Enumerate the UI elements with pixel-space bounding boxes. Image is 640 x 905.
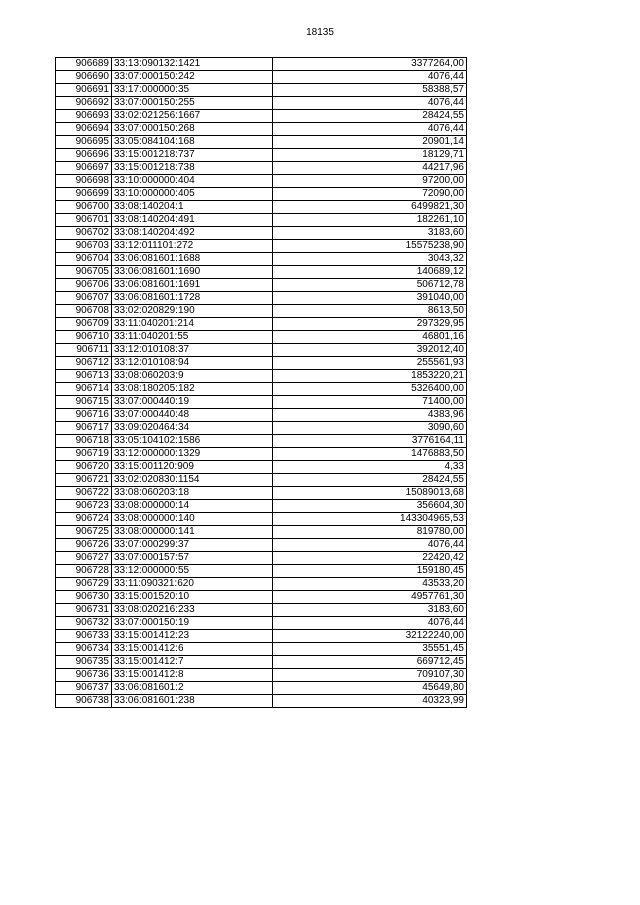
row-code-cell: 33:07:000440:48 (112, 409, 273, 422)
row-id-cell: 906730 (56, 591, 112, 604)
row-code-cell: 33:07:000150:268 (112, 123, 273, 136)
row-code-cell: 33:08:180205:182 (112, 383, 273, 396)
row-code-cell: 33:06:081601:238 (112, 695, 273, 708)
row-amount-cell: 819780,00 (273, 526, 467, 539)
row-id-cell: 906725 (56, 526, 112, 539)
row-code-cell: 33:15:001218:738 (112, 162, 273, 175)
table-row (56, 435, 467, 448)
table-row (56, 84, 467, 97)
row-id-cell: 906700 (56, 201, 112, 214)
row-code-cell: 33:15:001412:6 (112, 643, 273, 656)
row-amount-cell: 46801,16 (273, 331, 467, 344)
row-code-cell: 33:11:040201:55 (112, 331, 273, 344)
table-row (56, 695, 467, 708)
row-code-cell: 33:08:020216:233 (112, 604, 273, 617)
row-amount-cell: 4076,44 (273, 71, 467, 84)
row-code-cell: 33:12:010108:94 (112, 357, 273, 370)
row-amount-cell: 8613,50 (273, 305, 467, 318)
table-row (56, 513, 467, 526)
row-id-cell: 906722 (56, 487, 112, 500)
table-row (56, 162, 467, 175)
row-code-cell: 33:07:000440:19 (112, 396, 273, 409)
row-amount-cell: 3183,60 (273, 227, 467, 240)
row-amount-cell: 4076,44 (273, 617, 467, 630)
row-code-cell: 33:07:000150:19 (112, 617, 273, 630)
row-id-cell: 906705 (56, 266, 112, 279)
row-code-cell: 33:07:000299:37 (112, 539, 273, 552)
table-row (56, 292, 467, 305)
row-id-cell: 906715 (56, 396, 112, 409)
row-id-cell: 906716 (56, 409, 112, 422)
row-code-cell: 33:07:000157:57 (112, 552, 273, 565)
row-id-cell: 906738 (56, 695, 112, 708)
row-amount-cell: 6499821,30 (273, 201, 467, 214)
row-amount-cell: 35551,45 (273, 643, 467, 656)
row-amount-cell: 3377264,00 (273, 58, 467, 71)
row-amount-cell: 392012,40 (273, 344, 467, 357)
row-amount-cell: 143304965,53 (273, 513, 467, 526)
row-amount-cell: 71400,00 (273, 396, 467, 409)
row-code-cell: 33:15:001520:10 (112, 591, 273, 604)
row-amount-cell: 506712,78 (273, 279, 467, 292)
table-row (56, 630, 467, 643)
row-code-cell: 33:10:000000:404 (112, 175, 273, 188)
table-row (56, 357, 467, 370)
row-amount-cell: 356604,30 (273, 500, 467, 513)
row-id-cell: 906697 (56, 162, 112, 175)
row-id-cell: 906718 (56, 435, 112, 448)
row-code-cell: 33:06:081601:1728 (112, 292, 273, 305)
row-id-cell: 906708 (56, 305, 112, 318)
row-amount-cell: 297329,95 (273, 318, 467, 331)
table-row (56, 110, 467, 123)
row-amount-cell: 97200,00 (273, 175, 467, 188)
row-amount-cell: 15089013,68 (273, 487, 467, 500)
row-id-cell: 906719 (56, 448, 112, 461)
row-code-cell: 33:07:000150:255 (112, 97, 273, 110)
table-row (56, 201, 467, 214)
row-amount-cell: 1853220,21 (273, 370, 467, 383)
row-id-cell: 906726 (56, 539, 112, 552)
table-row (56, 136, 467, 149)
table-row (56, 682, 467, 695)
row-amount-cell: 4076,44 (273, 123, 467, 136)
table-row (56, 240, 467, 253)
table-row (56, 656, 467, 669)
row-amount-cell: 45649,80 (273, 682, 467, 695)
row-amount-cell: 44217,96 (273, 162, 467, 175)
row-code-cell: 33:09:020464:34 (112, 422, 273, 435)
row-id-cell: 906735 (56, 656, 112, 669)
row-id-cell: 906695 (56, 136, 112, 149)
table-row (56, 500, 467, 513)
row-code-cell: 33:08:140204:1 (112, 201, 273, 214)
row-code-cell: 33:07:000150:242 (112, 71, 273, 84)
table-row (56, 578, 467, 591)
row-id-cell: 906720 (56, 461, 112, 474)
table-row (56, 643, 467, 656)
row-code-cell: 33:13:090132:1421 (112, 58, 273, 71)
table-row (56, 474, 467, 487)
row-amount-cell: 5326400,00 (273, 383, 467, 396)
row-amount-cell: 3776164,11 (273, 435, 467, 448)
row-amount-cell: 28424,55 (273, 474, 467, 487)
row-id-cell: 906694 (56, 123, 112, 136)
row-code-cell: 33:11:090321:620 (112, 578, 273, 591)
table-row (56, 617, 467, 630)
row-code-cell: 33:15:001412:8 (112, 669, 273, 682)
row-id-cell: 906711 (56, 344, 112, 357)
table-row (56, 552, 467, 565)
table-row (56, 461, 467, 474)
row-code-cell: 33:08:000000:141 (112, 526, 273, 539)
row-id-cell: 906706 (56, 279, 112, 292)
row-id-cell: 906693 (56, 110, 112, 123)
table-row (56, 279, 467, 292)
row-code-cell: 33:15:001412:23 (112, 630, 273, 643)
table-row (56, 604, 467, 617)
row-id-cell: 906728 (56, 565, 112, 578)
row-id-cell: 906713 (56, 370, 112, 383)
row-code-cell: 33:11:040201:214 (112, 318, 273, 331)
row-code-cell: 33:08:000000:140 (112, 513, 273, 526)
table-row (56, 71, 467, 84)
row-amount-cell: 28424,55 (273, 110, 467, 123)
row-amount-cell: 4957761,30 (273, 591, 467, 604)
row-amount-cell: 182261,10 (273, 214, 467, 227)
row-code-cell: 33:15:001218:737 (112, 149, 273, 162)
row-amount-cell: 58388,57 (273, 84, 467, 97)
row-amount-cell: 72090,00 (273, 188, 467, 201)
table-row (56, 370, 467, 383)
table-row (56, 305, 467, 318)
row-code-cell: 33:12:000000:1329 (112, 448, 273, 461)
row-code-cell: 33:06:081601:1691 (112, 279, 273, 292)
row-id-cell: 906691 (56, 84, 112, 97)
table-row (56, 669, 467, 682)
table-row (56, 539, 467, 552)
table-row (56, 149, 467, 162)
row-id-cell: 906727 (56, 552, 112, 565)
row-code-cell: 33:06:081601:2 (112, 682, 273, 695)
table-row (56, 227, 467, 240)
row-amount-cell: 32122240,00 (273, 630, 467, 643)
row-code-cell: 33:02:020830:1154 (112, 474, 273, 487)
row-amount-cell: 40323,99 (273, 695, 467, 708)
row-amount-cell: 15575238,90 (273, 240, 467, 253)
row-amount-cell: 709107,30 (273, 669, 467, 682)
table-row (56, 487, 467, 500)
row-id-cell: 906724 (56, 513, 112, 526)
row-amount-cell: 3043,32 (273, 253, 467, 266)
row-amount-cell: 391040,00 (273, 292, 467, 305)
row-id-cell: 906723 (56, 500, 112, 513)
row-code-cell: 33:12:010108:37 (112, 344, 273, 357)
table-row (56, 331, 467, 344)
table-row (56, 266, 467, 279)
row-id-cell: 906721 (56, 474, 112, 487)
row-id-cell: 906710 (56, 331, 112, 344)
table-body (56, 58, 467, 708)
row-code-cell: 33:02:020829:190 (112, 305, 273, 318)
row-amount-cell: 3183,60 (273, 604, 467, 617)
row-code-cell: 33:12:011101:272 (112, 240, 273, 253)
row-id-cell: 906734 (56, 643, 112, 656)
row-code-cell: 33:06:081601:1688 (112, 253, 273, 266)
table-row (56, 97, 467, 110)
row-amount-cell: 669712,45 (273, 656, 467, 669)
table-row (56, 175, 467, 188)
row-amount-cell: 3090,60 (273, 422, 467, 435)
table-row (56, 409, 467, 422)
row-id-cell: 906696 (56, 149, 112, 162)
row-id-cell: 906707 (56, 292, 112, 305)
table-row (56, 422, 467, 435)
row-id-cell: 906736 (56, 669, 112, 682)
row-id-cell: 906704 (56, 253, 112, 266)
row-id-cell: 906714 (56, 383, 112, 396)
row-id-cell: 906689 (56, 58, 112, 71)
row-id-cell: 906692 (56, 97, 112, 110)
row-code-cell: 33:05:104102:1586 (112, 435, 273, 448)
row-amount-cell: 4383,96 (273, 409, 467, 422)
row-amount-cell: 4076,44 (273, 97, 467, 110)
row-amount-cell: 4,33 (273, 461, 467, 474)
row-id-cell: 906729 (56, 578, 112, 591)
row-id-cell: 906732 (56, 617, 112, 630)
row-id-cell: 906698 (56, 175, 112, 188)
row-amount-cell: 1476883,50 (273, 448, 467, 461)
row-code-cell: 33:08:140204:491 (112, 214, 273, 227)
row-id-cell: 906701 (56, 214, 112, 227)
row-code-cell: 33:08:140204:492 (112, 227, 273, 240)
page-number: 18135 (306, 27, 334, 38)
row-id-cell: 906712 (56, 357, 112, 370)
row-code-cell: 33:12:000000:55 (112, 565, 273, 578)
row-code-cell: 33:05:084104:168 (112, 136, 273, 149)
row-amount-cell: 255561,93 (273, 357, 467, 370)
table-row (56, 396, 467, 409)
row-id-cell: 906702 (56, 227, 112, 240)
row-id-cell: 906731 (56, 604, 112, 617)
row-id-cell: 906703 (56, 240, 112, 253)
row-code-cell: 33:10:000000:405 (112, 188, 273, 201)
row-code-cell: 33:17:000000:35 (112, 84, 273, 97)
table-row (56, 591, 467, 604)
row-amount-cell: 140689,12 (273, 266, 467, 279)
row-amount-cell: 43533,20 (273, 578, 467, 591)
row-amount-cell: 159180,45 (273, 565, 467, 578)
row-amount-cell: 4076,44 (273, 539, 467, 552)
row-id-cell: 906690 (56, 71, 112, 84)
row-id-cell: 906699 (56, 188, 112, 201)
table-row (56, 344, 467, 357)
row-id-cell: 906709 (56, 318, 112, 331)
row-id-cell: 906717 (56, 422, 112, 435)
row-code-cell: 33:08:000000:14 (112, 500, 273, 513)
table-row (56, 58, 467, 71)
data-table (55, 57, 467, 708)
row-amount-cell: 22420,42 (273, 552, 467, 565)
table-row (56, 565, 467, 578)
table-row (56, 383, 467, 396)
row-amount-cell: 18129,71 (273, 149, 467, 162)
row-code-cell: 33:08:060203:9 (112, 370, 273, 383)
table-row (56, 214, 467, 227)
row-code-cell: 33:06:081601:1690 (112, 266, 273, 279)
table-row (56, 448, 467, 461)
row-id-cell: 906733 (56, 630, 112, 643)
row-code-cell: 33:15:001412:7 (112, 656, 273, 669)
row-code-cell: 33:08:060203:18 (112, 487, 273, 500)
row-amount-cell: 20901,14 (273, 136, 467, 149)
table-row (56, 526, 467, 539)
table-row (56, 318, 467, 331)
row-code-cell: 33:15:001120:909 (112, 461, 273, 474)
table-row (56, 253, 467, 266)
table-row (56, 188, 467, 201)
row-code-cell: 33:02:021256:1667 (112, 110, 273, 123)
row-id-cell: 906737 (56, 682, 112, 695)
table-row (56, 123, 467, 136)
